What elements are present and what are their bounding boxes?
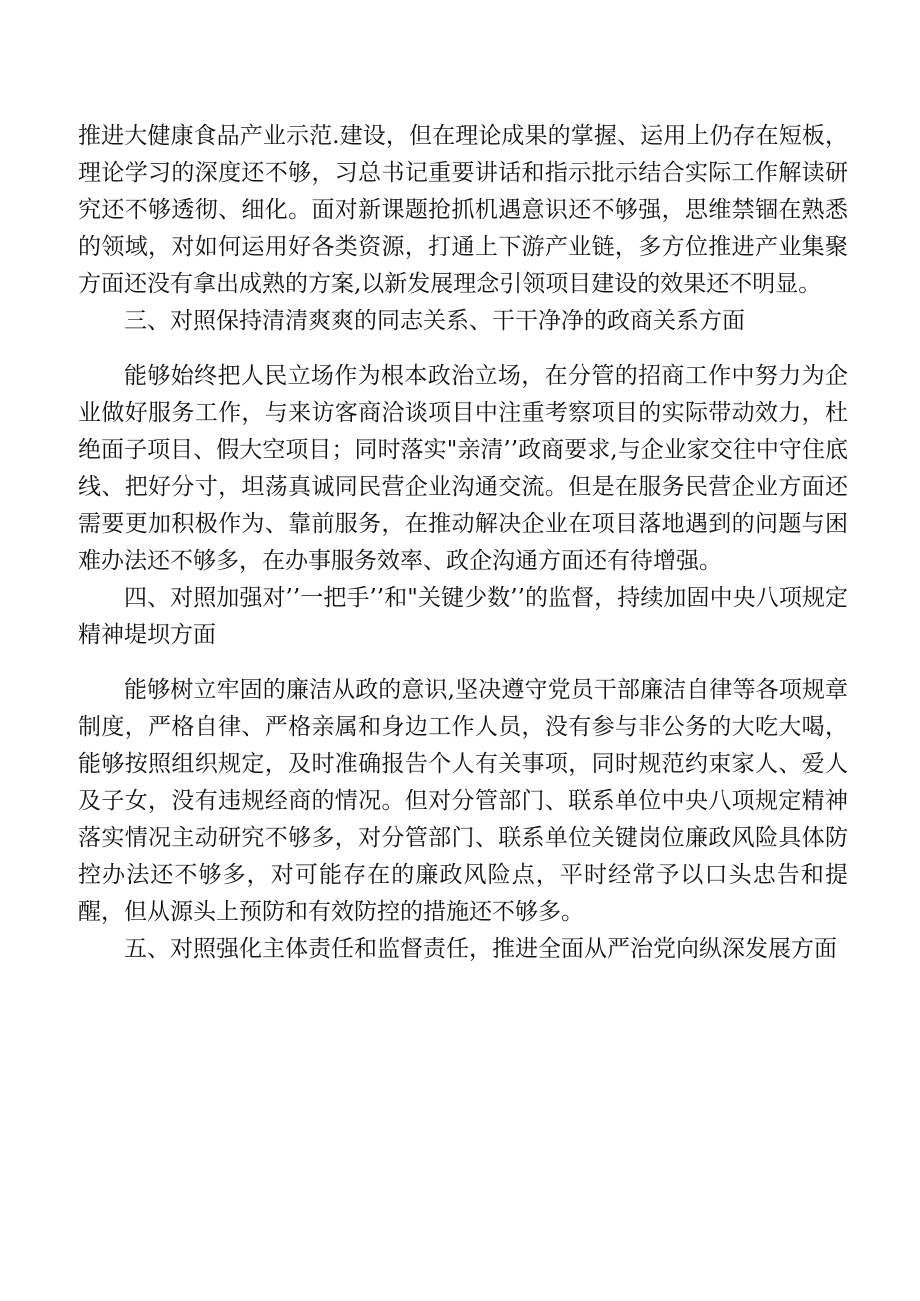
section-heading-5: 五、对照强化主体责任和监督责任，推进全面从严治党向纵深发展方面 [124, 936, 837, 962]
paragraph-section-3: 能够始终把人民立场作为根本政治立场，在分管的招商工作中努力为企业做好服务工作，与来访客商洽谈项目中注重考察项目的实际带动效力，杜绝面子项目、假大空项目；同时落实"亲清’’政商要求,与企业家交往中守住底线、把好分寸，坦荡真诚同民营企业沟通交流。但是在服务民营企业方面还需要更加积极作为、靠前服务，在推动解决企业在项目落地遇到的问题与困难办法还不够多，在办事服务效率、政企沟通方面还有待增强。 [78, 363, 848, 574]
section-heading-3: 三、对照保持清清爽爽的同志关系、干干净净的政商关系方面 [124, 308, 745, 334]
section-heading-4: 四、对照加强对’’一把手’’和"关键少数’’的监督，持续加固中央八项规定精神堤坝方面 [78, 585, 848, 648]
paragraph-section-4: 能够树立牢固的廉洁从政的意识,坚决遵守党员干部廉洁自律等各项规章制度，严格自律、严格亲属和身边工作人员，没有参与非公务的大吃大喝，能够按照组织规定，及时准确报告个人有关事项，同时规范约束家人、爱人及子女，没有违规经商的情况。但对分管部门、联系单位中央八项规定精神落实情况主动研究不够多，对分管部门、联系单位关键岗位廉政风险具体防控办法还不够多，对可能存在的廉政风险点，平时经常予以口头忠告和提醒，但从源头上预防和有效防控的措施还不够多。 [78, 677, 848, 925]
document-body [78, 118, 848, 968]
paragraph-continuation: 推进大健康食品产业示范.建设，但在理论成果的掌握、运用上仍存在短板，理论学习的深度还不够，习总书记重要讲话和指示批示结合实际工作解读研究还不够透彻、细化。面对新课题抢抓机遇意识还不够强，思维禁锢在熟悉的领域，对如何运用好各类资源，打通上下游产业链，多方位推进产业集聚方面还没有拿出成熟的方案,以新发展理念引领项目建设的效果还不明显。 [78, 123, 848, 297]
